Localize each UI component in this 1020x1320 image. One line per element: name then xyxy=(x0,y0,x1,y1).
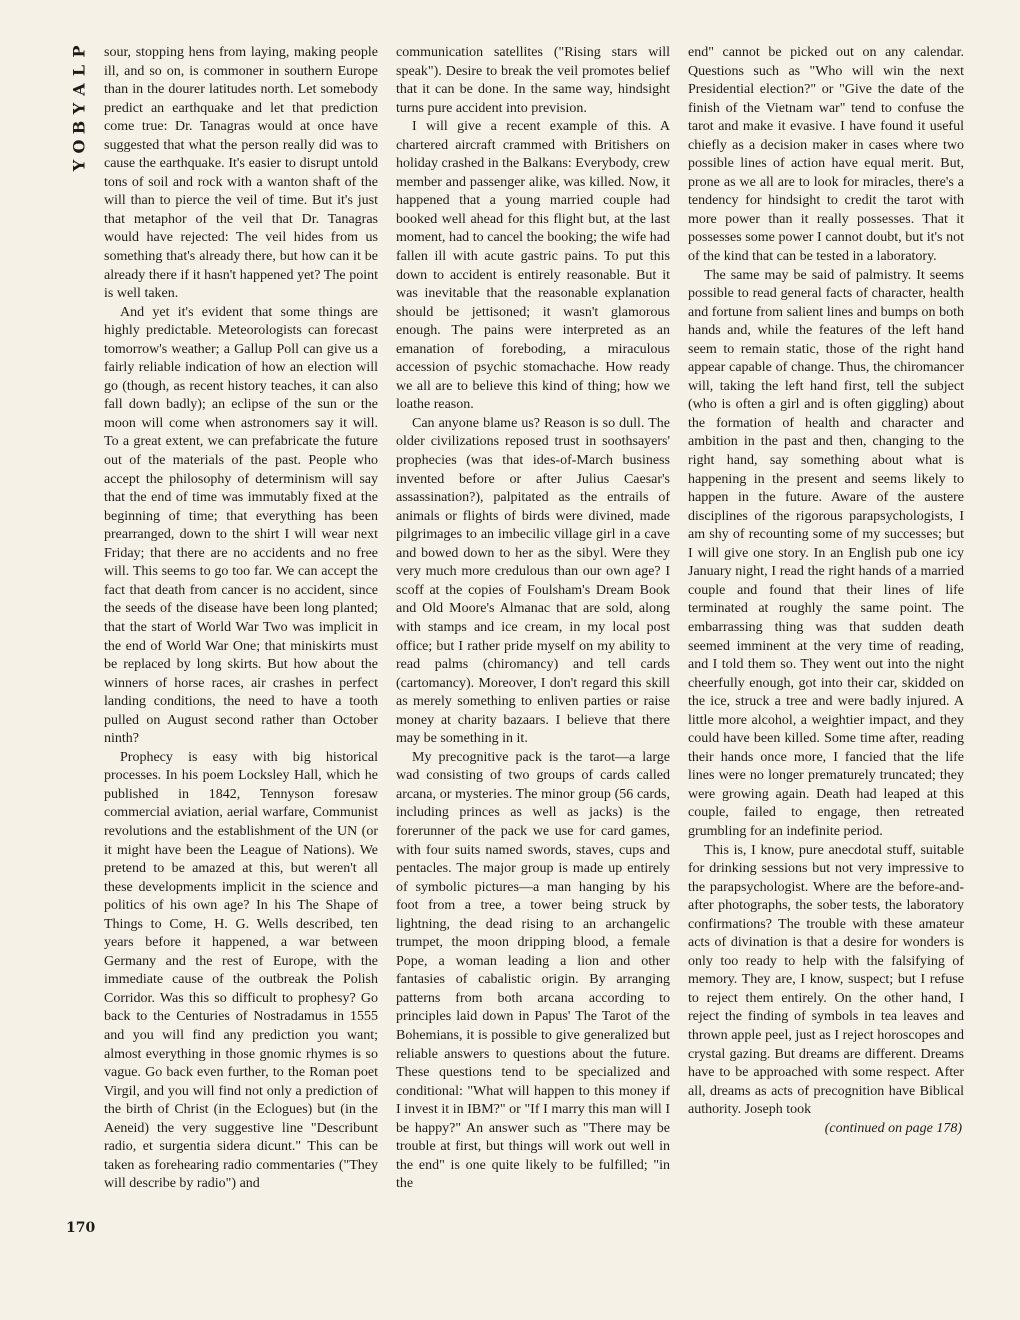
continuation-note: (continued on page 178) xyxy=(824,1120,962,1136)
paragraph: This is, I know, pure anecdotal stuff, suitable for drinking sessions but not very impressive to the parapsychologist. Where are the before-and-after photographs, the sober tests, the laboratory confirmations? The trouble with these amateur acts of divination is that a desire for wonders is only too ready to help with the falsifying of memory. They are, I know, suspect; but I refuse to reject them entirely. On the other hand, I reject the finding of symbols in tea leaves and thrown apple peel, just as I reject horoscopes and crystal gazing. But dreams are different. Dreams have to be approached with some respect. After all, dreams as acts of precognition have Biblical authority. Joseph took xyxy=(688,842,964,1118)
masthead-letter: A xyxy=(69,83,89,96)
text-column-1 xyxy=(104,44,378,1194)
paragraph: My precognitive pack is the tarot—a large wad consisting of two groups of cards called arcana, or mysteries. The minor group (56 cards, including princes as well as jacks) is the forerunner of the pack we use for card games, with four suits named swords, staves, cups and pentacles. The major group is made up entirely of symbolic pictures—a man hanging by his foot from a tree, a tower being struck by lightning, the dead rising to an archangelic trumpet, the moon dripping blood, a female Pope, a woman leading a lion and other fantasies of cabalistic origin. By arranging patterns from both arcana according to principles laid down in Papus' The Tarot of the Bohemians, it is possible to give generalized but reliable answers to questions about the future. These questions tend to be specialized and conditional: "What will happen to this money if I invest it in IBM?" or "If I marry this man will I be happy?" An answer such as "There may be trouble at first, but things will work out well in the end" is one quite likely to be fulfilled; "in the xyxy=(396,749,670,1192)
paragraph: communication satellites ("Rising stars will speak"). Desire to break the veil promotes belief that it can be done. In the same way, hindsight turns pure accident into prevision. xyxy=(396,45,670,116)
masthead-letter: B xyxy=(69,120,89,135)
paragraph: I will give a recent example of this. A chartered aircraft crammed with Britishers on holiday crashed in the Balkans: Everybody, crew member and passenger alike, was killed. Now, it happened that a young married couple had booked well ahead for this flight but, at the last moment, had to cancel the booking; the wife had fallen ill with acute gastric pains. To put this down to accident is entirely reasonable. But it was inevitable that the reasonable explanation should be jettisoned; it wasn't glamorous enough. The pains were interpreted as an emanation of foreboding, a miraculous accession of psychic stomachache. How ready we all are to believe this kind of thing; how we loathe reason. xyxy=(396,119,670,413)
masthead-letter: Y xyxy=(69,159,89,172)
masthead-letter: Y xyxy=(69,102,89,115)
page-number: 170 xyxy=(66,1220,96,1236)
masthead-letter: O xyxy=(69,139,89,154)
text-column-3 xyxy=(688,44,964,1138)
paragraph: The same may be said of palmistry. It seems possible to read general facts of character, health and fortune from salient lines and bumps on both hands and, while the features of the left hand seem to remain static, those of the right hand appear capable of change. Thus, the chiromancer will, taking the left hand first, tell the subject (who is often a girl and is often giggling) about the formation of health and character and ambition in the past and then, changing to the right hand, say something about what is happening in the present and seems likely to happen in the future. Aware of the austere disciplines of the rigorous parapsychologists, I am shy of recounting some of my successes; but I will give one story. In an English pub one icy January night, I read the right hands of a married couple and found that their lines of life terminated at roughly the same point. The embarrassing thing was that sudden death seemed imminent at the very time of reading, and I told them so. They went out into the night cheerfully enough, got into their car, skidded on the ice, struck a tree and were badly injured. A little more alcohol, a weightier impact, and they could have been killed. Some time after, reading their hands once more, I fancied that the life lines were no longer prematurely truncated; they were growing again. Death had leaped at this couple, failed to engage, then retreated grumbling for an indefinite period. xyxy=(688,267,964,839)
magazine-masthead xyxy=(66,42,92,175)
masthead-letter: L xyxy=(69,64,89,77)
paragraph: sour, stopping hens from laying, making people ill, and so on, is commoner in southern Europe than in the dourer latitudes north. Let somebody predict an earthquake and let that prediction come true: Dr. Tanagras would at once have suggested that what the person really did was to cause the earthquake. It's easier to disrupt untold tons of soil and rock with a wanton shaft of the will than to pierce the veil of time. But it's just that metaphor of the veil that Dr. Tanagras would have rejected: The veil hides from us something that's already there, but how can it be already there if it hasn't happened yet? The point is well taken. xyxy=(104,45,378,302)
paragraph: And yet it's evident that some things are highly predictable. Meteorologists can forecast tomorrow's weather; a Gallup Poll can give us a fairly reliable indication of how an election will go (though, as recent history teaches, it can also fall down badly); an eclipse of the sun or the moon will come when astronomers say it will. To a great extent, we can prefabricate the future out of the materials of the past. People who accept the philosophy of determinism will say that the end of time was immutably fixed at the beginning of time; that everything has been prearranged, down to the shirt I will wear next Friday; that there are no accidents and no free will. This seems to go too far. We can accept the fact that death from cancer is no accident, since the seeds of the disease have been long planted; that the start of World War Two was implicit in the end of World War One; that miniskirts must be replaced by long skirts. But how about the winners of horse races, air crashes in perfect landing conditions, the need to have a tooth pulled on August second rather than October ninth? xyxy=(104,304,378,747)
masthead-letter: P xyxy=(69,45,89,58)
text-column-2 xyxy=(396,44,670,1194)
paragraph: end" cannot be picked out on any calendar. Questions such as "Who will win the next Presidential election?" or "Give the date of the finish of the Vietnam war" tend to confuse the tarot and make it evasive. I have found it useful chiefly as a decision maker in cases where two possible lines of action have equal merit. But, prone as we all are to look for miracles, there's a tendency for hindsight to credit the tarot with more power than it really possesses. That it possesses some power I cannot doubt, but it's not of the kind that can be tested in a laboratory. xyxy=(688,45,964,265)
paragraph: Can anyone blame us? Reason is so dull. The older civilizations reposed trust in soothsayers' prophecies (was that ides-of-March business invented before or after Julius Caesar's assassination?), palpitated as the entrails of animals or flights of birds were divined, made pilgrimages to an imbecilic village girl in a cave and bowed down to her as the sibyl. Were they very much more credulous than our own age? I scoff at the copies of Foulsham's Dream Book and Old Moore's Almanac that are sold, along with stamps and ice cream, in my local post office; but I rather pride myself on my ability to read palms (chiromancy) and tell cards (cartomancy). Moreover, I don't regard this skill as merely something to enliven parties or raise money at charity bazaars. I believe that there may be something in it. xyxy=(396,415,670,747)
paragraph: Prophecy is easy with big historical processes. In his poem Locksley Hall, which he published in 1842, Tennyson foresaw commercial aviation, aerial warfare, Communist revolutions and the establishment of the UN (or it might have been the League of Nations). We pretend to be amazed at this, but weren't all these developments implicit in the science and politics of his own age? In his The Shape of Things to Come, H. G. Wells described, ten years before it happened, a war between Germany and the rest of Europe, with the immediate cause of the outbreak the Polish Corridor. Was this so difficult to prophesy? Go back to the Centuries of Nostradamus in 1555 and you will find any prediction you want; almost everything in those gnomic rhymes is so vague. Go back even further, to the Roman poet Virgil, and you will find not only a prediction of the birth of Christ (in the Eclogues) but (in the Aeneid) the very suggestive line "Describunt radio, et surgentia sidera dicunt." This can be taken as forehearing radio commentaries ("They will describe by radio") and xyxy=(104,749,378,1192)
